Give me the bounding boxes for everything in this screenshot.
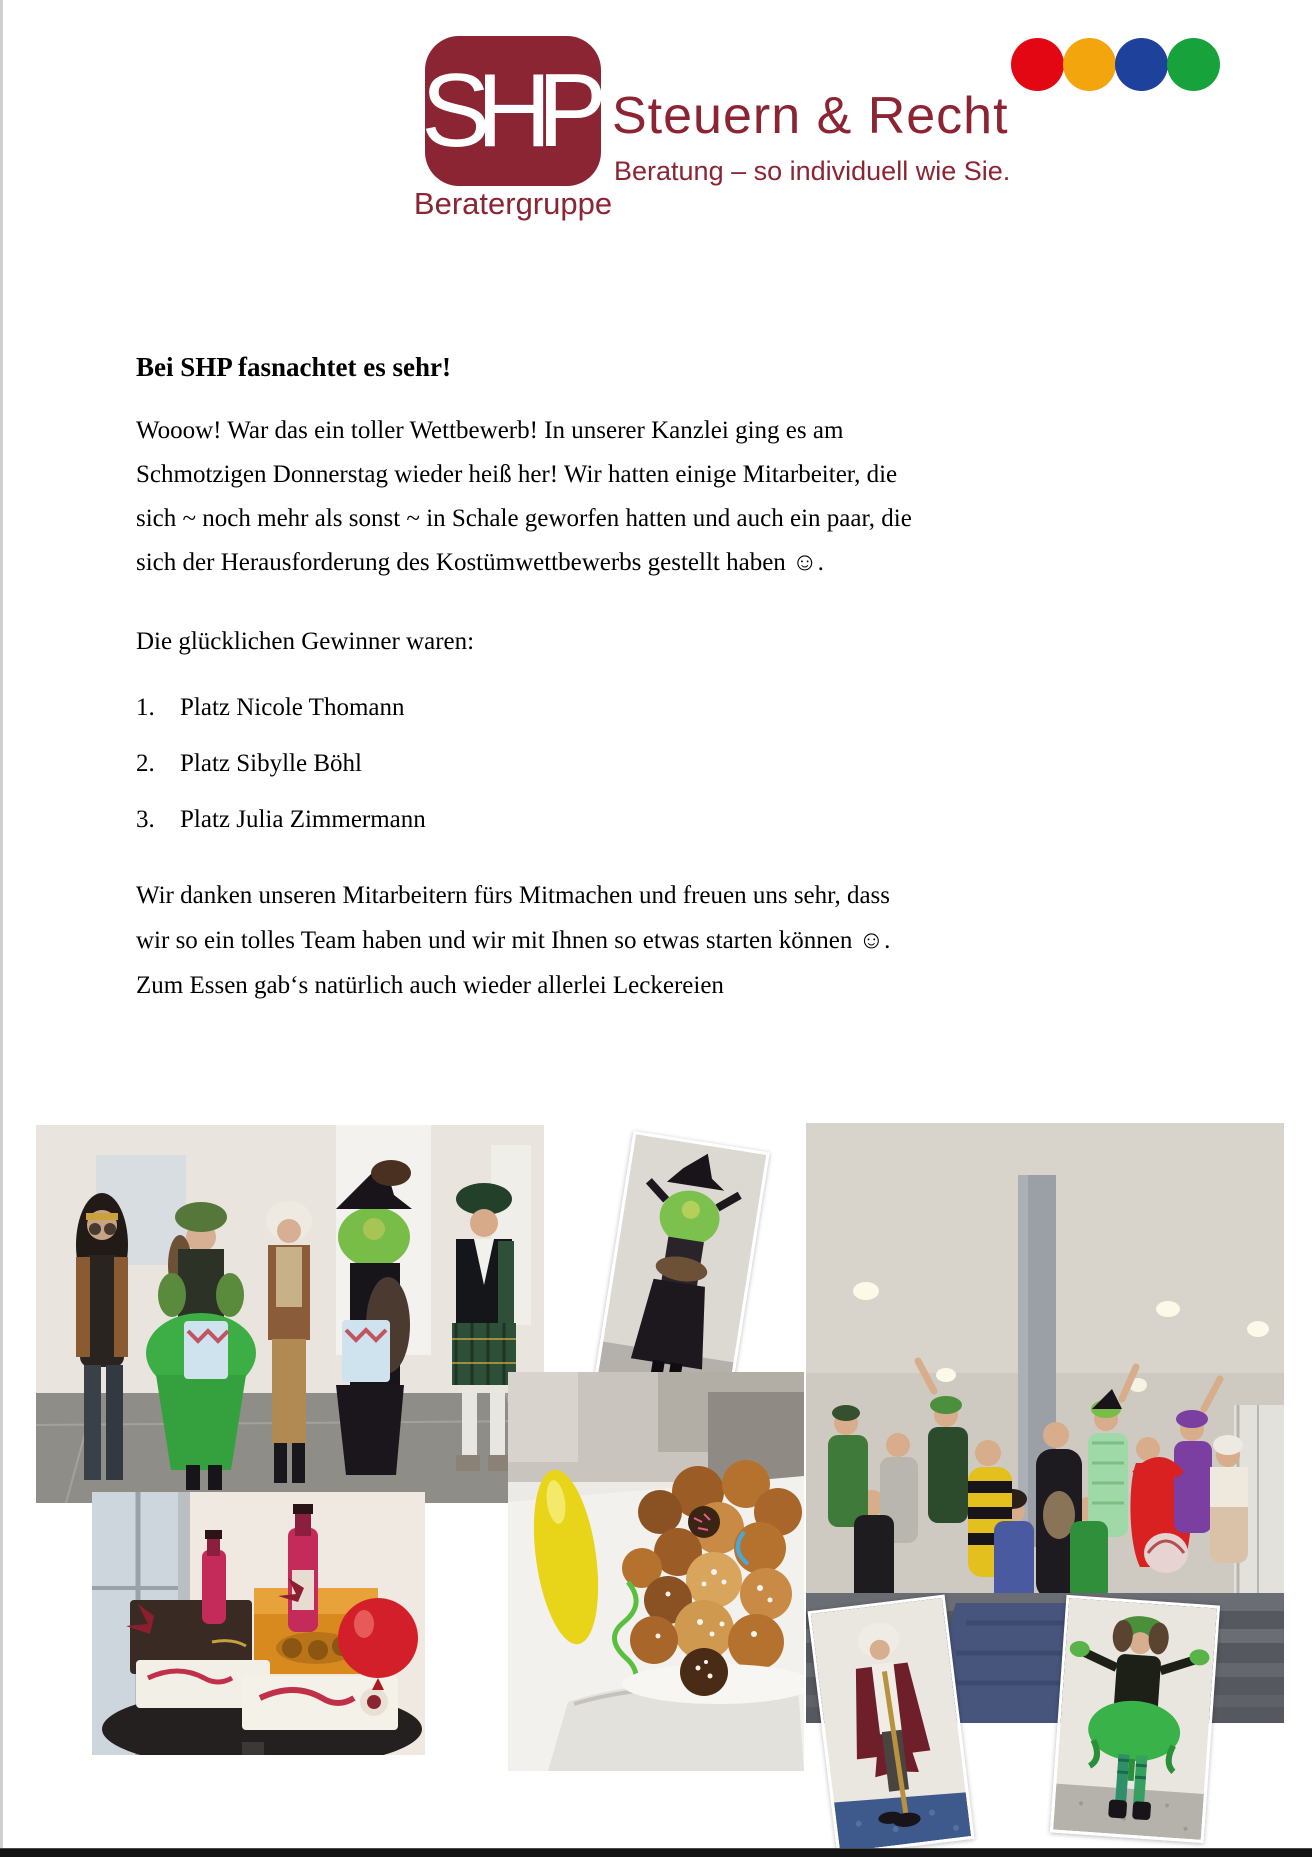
winner-item-1 [136, 694, 1036, 722]
page-left-border [0, 0, 3, 1857]
paragraph2-line3: Zum Essen gab‘s natürlich auch wieder allerlei Leckereien [136, 972, 724, 999]
winner-item-2 [136, 750, 1036, 778]
article-heading: Bei SHP fasnachtet es sehr! [136, 352, 451, 382]
winner-rank-1: 1. [136, 694, 155, 721]
photo-witch-standing-image [596, 1134, 767, 1409]
green-dot-icon [1167, 38, 1220, 91]
photo-baroque-costume [808, 1595, 975, 1856]
paragraph1-line3: sich ~ noch mehr als sonst ~ in Schale geworfen hatten und auch ein paar, die [136, 505, 912, 532]
winner-label-3: Platz Julia Zimmermann [180, 806, 426, 833]
photo-costume-group-left [36, 1125, 544, 1503]
window-bottom-edge [0, 1848, 1312, 1857]
shp-logo-text: SHP [421, 53, 593, 169]
shp-logo [421, 36, 601, 186]
brand-dots [1012, 38, 1220, 91]
photo-gift-table [92, 1492, 425, 1755]
winner-item-3 [136, 806, 1036, 834]
paragraph1-line2: Schmotzigen Donnerstag wieder heiß her! Wir hatten einige Mitarbeiter, die [136, 461, 898, 488]
paragraph2-line2: wir so ein tolles Team haben und wir mit Ihnen so etwas starten können ☺. [136, 927, 891, 954]
logo-subtext: Beratergruppe [413, 186, 613, 221]
photo-baroque-costume-image [811, 1598, 971, 1852]
photo-gift-table-image [92, 1492, 425, 1755]
paragraph1-line4: sich der Herausforderung des Kostümwettbewerbs gestellt haben ☺. [136, 549, 824, 576]
brand-title: Steuern & Recht [612, 87, 1009, 145]
brand-tagline: Beratung – so individuell wie Sie. [614, 156, 1011, 186]
winner-label-2: Platz Sibylle Böhl [180, 750, 362, 777]
photo-witch-standing [592, 1131, 770, 1413]
photo-green-costume [1050, 1595, 1220, 1843]
winners-intro: Die glücklichen Gewinner waren: [136, 628, 475, 655]
photo-costume-group-left-image [36, 1125, 544, 1503]
photo-green-costume-image [1053, 1598, 1217, 1840]
photo-food-plate [508, 1372, 804, 1771]
winner-rank-3: 3. [136, 806, 155, 833]
paragraph2-line1: Wir danken unseren Mitarbeitern fürs Mitmachen und freuen uns sehr, dass [136, 882, 891, 909]
red-dot-icon [1011, 38, 1064, 91]
winner-rank-2: 2. [136, 750, 155, 777]
blue-dot-icon [1115, 38, 1168, 91]
orange-dot-icon [1063, 38, 1116, 91]
paragraph1-line1: Wooow! War das ein toller Wettbewerb! In unserer Kanzlei ging es am [136, 417, 844, 444]
photo-food-plate-image [508, 1372, 804, 1771]
winner-label-1: Platz Nicole Thomann [180, 694, 405, 721]
